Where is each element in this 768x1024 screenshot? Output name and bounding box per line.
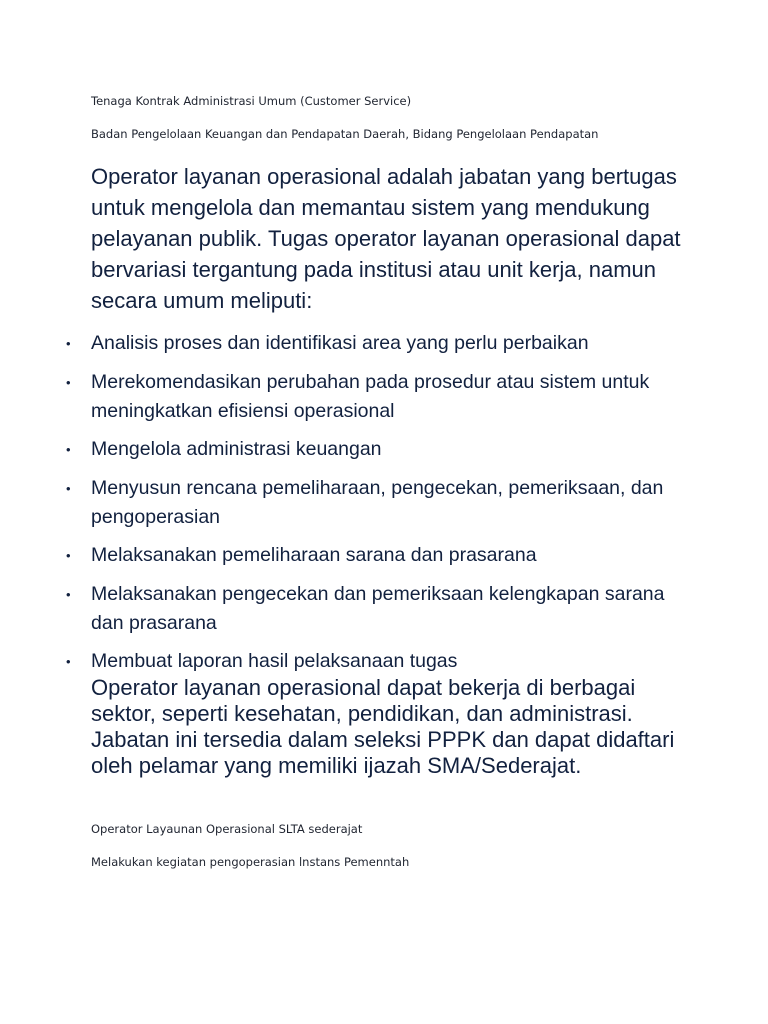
duty-item [66,474,691,532]
position-line: Operator Layaunan Operasional SLTA sederajat [91,822,363,836]
duty-text: Mengelola administrasi keuangan [91,438,382,460]
closing-paragraph: Operator layanan operasional dapat bekerja di berbagai sektor, seperti kesehatan, pendidikan, dan administrasi. Jabatan ini tersedia dalam seleksi PPPK dan dapat didaftari oleh pelamar yang memiliki ijazah SMA/Sederajat. [91,675,675,778]
bullet-icon: • [66,548,71,563]
duty-item [66,580,691,638]
duty-item [66,329,691,358]
job-title-line: Tenaga Kontrak Administrasi Umum (Customer Service) [91,94,412,108]
bullet-icon: • [66,586,71,602]
bullet-icon: • [66,374,71,390]
bullet-icon: • [66,336,71,351]
duties-list [66,329,691,686]
duty-item [66,647,691,676]
intro-paragraph: Operator layanan operasional adalah jabatan yang bertugas untuk mengelola dan memantau sistem yang mendukung pelayanan publik. Tugas operator layanan operasional dapat bervariasi tergantung pada institusi atau unit kerja, namun secara umum meliputi: [91,164,681,313]
bullet-icon: • [66,654,71,669]
duty-text: Menyusun rencana pemeliharaan, pengecekan, pemeriksaan, dan pengoperasian [91,476,664,528]
bullet-icon: • [66,442,71,457]
task-line: Melakukan kegiatan pengoperasian lnstans Pemenntah [91,855,410,869]
duty-text: Analisis proses dan identifikasi area yang perlu perbaikan [91,332,589,354]
agency-line: Badan Pengelolaan Keuangan dan Pendapatan Daerah, Bidang Pengelolaan Pendapatan [91,127,599,141]
duty-item [66,541,691,570]
bullet-icon: • [66,480,71,496]
duty-text: Merekomendasikan perubahan pada prosedur atau sistem untuk meningkatkan efisiensi operasional [91,370,650,422]
duty-item [66,368,691,426]
duty-item [66,435,691,464]
duty-text: Membuat laporan hasil pelaksanaan tugas [91,650,458,672]
duty-text: Melaksanakan pengecekan dan pemeriksaan kelengkapan sarana dan prasarana [91,582,665,634]
duty-text: Melaksanakan pemeliharaan sarana dan prasarana [91,544,537,566]
